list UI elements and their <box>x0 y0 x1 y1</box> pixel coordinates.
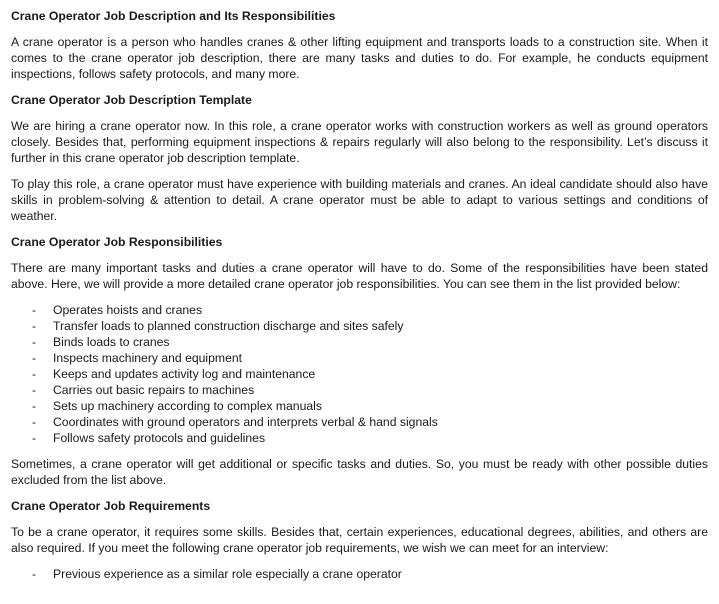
bullet-dash: - <box>32 383 37 397</box>
document-title: Crane Operator Job Description and Its Responsibilities <box>11 9 336 23</box>
list-item-text: Follows safety protocols and guidelines <box>53 431 266 445</box>
list-item-text: Sets up machinery according to complex manuals <box>53 399 322 413</box>
list-item <box>11 334 708 350</box>
list-item-text: Inspects machinery and equipment <box>53 351 243 365</box>
list-item <box>11 350 708 366</box>
responsibilities-heading: Crane Operator Job Responsibilities <box>11 235 223 249</box>
list-item <box>11 318 708 334</box>
template-paragraph-1: We are hiring a crane operator now. In this role, a crane operator works with construction workers as well as ground operators closely. Besides that, performing equipment inspections & repairs regularly will also belong to the responsibility. Let’s discuss it further in this crane operator job description template. <box>11 119 708 165</box>
bullet-dash: - <box>32 351 37 365</box>
bullet-dash: - <box>32 399 37 413</box>
list-item <box>11 382 708 398</box>
bullet-dash: - <box>32 319 37 333</box>
responsibilities-list <box>11 302 708 446</box>
responsibilities-outro: Sometimes, a crane operator will get additional or specific tasks and duties. So, you must be ready with other possible duties excluded from the list above. <box>11 457 708 487</box>
bullet-dash: - <box>32 335 37 349</box>
list-item-text: Binds loads to cranes <box>53 335 170 349</box>
responsibilities-intro: There are many important tasks and duties a crane operator will have to do. Some of the responsibilities have been stated above. Here, we will provide a more detailed crane operator job responsibilities. You can see them in the list provided below: <box>11 261 708 291</box>
list-item-text: Coordinates with ground operators and interprets verbal & hand signals <box>53 415 438 429</box>
list-item-text: Transfer loads to planned construction discharge and sites safely <box>53 319 404 333</box>
list-item <box>11 430 708 446</box>
list-item <box>11 302 708 318</box>
template-heading: Crane Operator Job Description Template <box>11 93 252 107</box>
bullet-dash: - <box>32 367 37 381</box>
list-item-text: Keeps and updates activity log and maintenance <box>53 367 316 381</box>
bullet-dash: - <box>32 303 37 317</box>
list-item-text: Operates hoists and cranes <box>53 303 203 317</box>
bullet-dash: - <box>32 567 37 581</box>
intro-paragraph: A crane operator is a person who handles cranes & other lifting equipment and transports loads to a construction site. When it comes to the crane operator job description, there are many tasks and duties to do. For example, he conducts equipment inspections, follows safety protocols, and many more. <box>11 35 708 81</box>
list-item-text: Carries out basic repairs to machines <box>53 383 255 397</box>
list-item-text: Previous experience as a similar role especially a crane operator <box>53 567 402 581</box>
list-item <box>11 398 708 414</box>
list-item <box>11 414 708 430</box>
list-item <box>11 366 708 382</box>
bullet-dash: - <box>32 415 37 429</box>
template-paragraph-2: To play this role, a crane operator must have experience with building materials and cranes. An ideal candidate should also have skills in problem-solving & attention to detail. A crane operator must be able to adapt to various settings and conditions of weather. <box>11 177 708 223</box>
requirements-heading: Crane Operator Job Requirements <box>11 499 211 513</box>
requirements-list <box>11 566 708 582</box>
bullet-dash: - <box>32 431 37 445</box>
list-item <box>11 566 708 582</box>
requirements-intro: To be a crane operator, it requires some skills. Besides that, certain experiences, educational degrees, abilities, and others are also required. If you meet the following crane operator job requirements, we wish we can meet for an interview: <box>11 525 708 555</box>
